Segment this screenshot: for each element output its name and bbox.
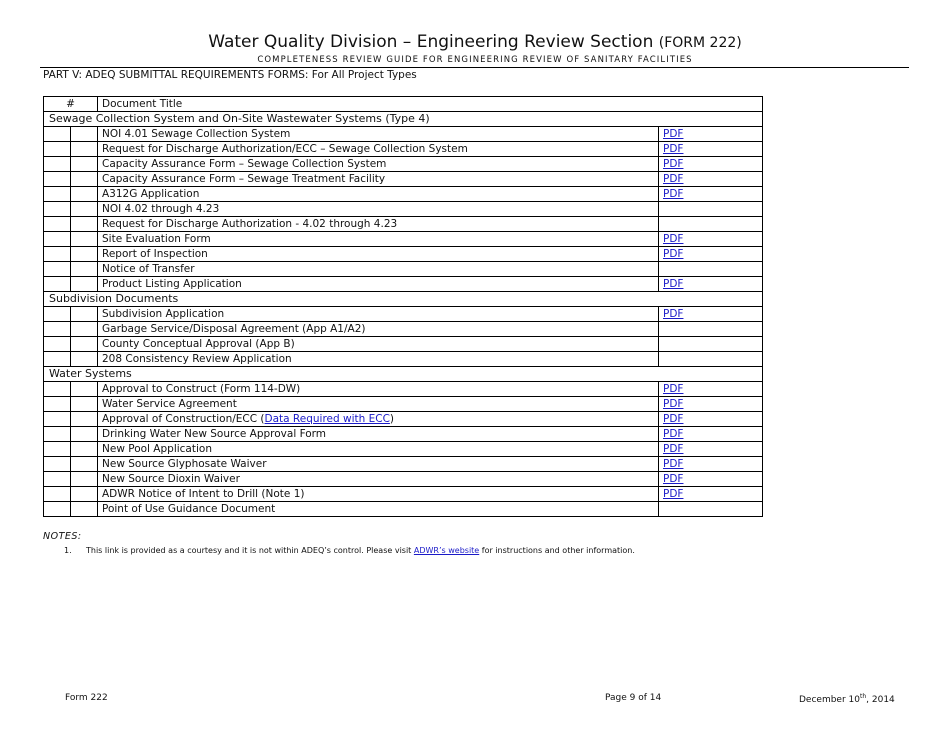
row-number-cell [44,157,71,172]
pdf-link[interactable]: PDF [663,143,684,155]
document-title-cell [98,307,659,322]
col-title-header: Document Title [98,97,763,112]
pdf-cell [659,157,763,172]
pdf-link[interactable]: PDF [663,278,684,290]
section-title: Water Systems [44,367,763,382]
pdf-cell [659,502,763,517]
document-title-cell [98,247,659,262]
document-title: Request for Discharge Authorization/ECC – Sewage Collection System [102,143,468,155]
pdf-cell [659,232,763,247]
note-text-after: for instructions and other information. [479,546,635,555]
document-title-cell: Approval of Construction/ECC (Data Required with ECC) [98,412,659,427]
row-number-cell [44,427,71,442]
table-row [44,322,763,337]
pdf-link[interactable]: PDF [663,308,684,320]
table-row [44,502,763,517]
document-title-cell [98,382,659,397]
row-number-cell [44,382,71,397]
pdf-cell [659,397,763,412]
row-subnumber-cell [71,337,98,352]
pdf-link[interactable]: PDF [663,413,684,425]
pdf-cell [659,487,763,502]
pdf-cell [659,427,763,442]
pdf-cell [659,202,763,217]
document-title: Request for Discharge Authorization - 4.02 through 4.23 [102,218,398,230]
pdf-cell [659,322,763,337]
row-number-cell [44,412,71,427]
row-subnumber-cell [71,427,98,442]
table-row [44,487,763,502]
document-title-cell [98,142,659,157]
document-title: Notice of Transfer [102,263,195,275]
table-row [44,472,763,487]
row-subnumber-cell [71,187,98,202]
row-number-cell [44,472,71,487]
footer-page-number: Page 9 of 14 [605,693,662,703]
row-subnumber-cell [71,457,98,472]
row-number-cell [44,322,71,337]
table-row [44,382,763,397]
row-subnumber-cell [71,232,98,247]
document-title: Approval of Construction/ECC [102,413,258,425]
row-number-cell [44,337,71,352]
row-number-cell [44,502,71,517]
row-subnumber-cell [71,487,98,502]
row-subnumber-cell [71,172,98,187]
pdf-link[interactable]: PDF [663,428,684,440]
document-title: Approval to Construct (Form 114-DW) [102,383,301,395]
pdf-link[interactable]: PDF [663,173,684,185]
document-title: NOI 4.01 Sewage Collection System [102,128,291,140]
pdf-cell [659,382,763,397]
row-subnumber-cell [71,262,98,277]
pdf-cell [659,337,763,352]
document-title-cell [98,202,659,217]
row-subnumber-cell [71,307,98,322]
row-subnumber-cell [71,277,98,292]
document-title-cell [98,187,659,202]
pdf-link[interactable]: PDF [663,248,684,260]
header-divider [40,67,909,68]
table-row [44,262,763,277]
table-row [44,412,763,427]
table-row [44,427,763,442]
table-row [44,442,763,457]
pdf-link[interactable]: PDF [663,443,684,455]
pdf-cell [659,352,763,367]
document-title: Garbage Service/Disposal Agreement (App A1/A2) [102,323,366,335]
row-subnumber-cell [71,157,98,172]
pdf-cell [659,442,763,457]
row-number-cell [44,187,71,202]
pdf-link[interactable]: PDF [663,128,684,140]
section-title: Subdivision Documents [44,292,763,307]
pdf-cell [659,172,763,187]
pdf-cell [659,142,763,157]
table-row [44,397,763,412]
forms-table [43,96,763,517]
document-title: Water Service Agreement [102,398,237,410]
document-title-cell [98,322,659,337]
section-header-row [44,112,763,127]
document-title: Product Listing Application [102,278,242,290]
document-title: County Conceptual Approval (App B) [102,338,295,350]
document-title: Subdivision Application [102,308,225,320]
row-number-cell [44,262,71,277]
row-subnumber-cell [71,127,98,142]
document-title: Report of Inspection [102,248,208,260]
document-title-cell [98,352,659,367]
section-header-row [44,292,763,307]
row-number-cell [44,232,71,247]
table-row [44,352,763,367]
table-row [44,127,763,142]
pdf-link[interactable]: PDF [663,233,684,245]
pdf-cell [659,247,763,262]
document-title: A312G Application [102,188,200,200]
pdf-link[interactable]: PDF [663,188,684,200]
document-title-cell [98,217,659,232]
row-number-cell [44,202,71,217]
row-number-cell [44,457,71,472]
document-title-cell [98,157,659,172]
table-row [44,232,763,247]
document-title-cell [98,232,659,247]
pdf-cell [659,412,763,427]
footer-date-prefix: December 10 [799,695,860,705]
table-row [44,307,763,322]
pdf-cell [659,217,763,232]
title-text: Water Quality Division – Engineering Review Section [208,32,654,52]
form-code: (FORM 222) [658,35,742,51]
row-number-cell [44,487,71,502]
document-title-cell [98,442,659,457]
document-title-cell [98,427,659,442]
note-number: 1. [64,546,72,555]
section-header-row [44,367,763,382]
section-title: Sewage Collection System and On-Site Wastewater Systems (Type 4) [44,112,763,127]
pdf-cell [659,472,763,487]
document-title: Drinking Water New Source Approval Form [102,428,327,440]
page-title [0,32,950,53]
page-subtitle: COMPLETENESS REVIEW GUIDE FOR ENGINEERING REVIEW OF SANITARY FACILITIES [257,55,693,65]
pdf-link[interactable]: PDF [663,488,684,500]
notes-heading: NOTES: [43,531,82,542]
table-row [44,247,763,262]
document-title-cell [98,262,659,277]
pdf-link[interactable]: PDF [663,158,684,170]
table-header-row [44,97,763,112]
row-subnumber-cell [71,217,98,232]
document-title-cell [98,472,659,487]
table-row [44,157,763,172]
footer-date-sup: th [859,693,867,700]
pdf-cell [659,457,763,472]
document-title-cell [98,502,659,517]
table-row [44,202,763,217]
row-subnumber-cell [71,247,98,262]
footer-date [799,693,895,705]
row-number-cell [44,277,71,292]
document-title-cell [98,487,659,502]
footer-form: Form 222 [65,693,108,703]
document-title: New Source Dioxin Waiver [102,473,240,485]
row-subnumber-cell [71,202,98,217]
document-title-cell [98,127,659,142]
row-subnumber-cell [71,412,98,427]
row-subnumber-cell [71,472,98,487]
row-subnumber-cell [71,502,98,517]
pdf-cell [659,127,763,142]
document-title: ADWR Notice of Intent to Drill (Note 1) [102,488,305,500]
row-subnumber-cell [71,142,98,157]
row-number-cell [44,217,71,232]
pdf-link[interactable]: PDF [663,383,684,395]
document-title-cell [98,457,659,472]
row-subnumber-cell [71,442,98,457]
table-row [44,277,763,292]
table-row [44,217,763,232]
pdf-link[interactable]: PDF [663,398,684,410]
document-title: New Pool Application [102,443,212,455]
row-subnumber-cell [71,397,98,412]
row-subnumber-cell [71,322,98,337]
document-title: Site Evaluation Form [102,233,211,245]
row-subnumber-cell [71,352,98,367]
row-number-cell [44,442,71,457]
row-subnumber-cell [71,382,98,397]
data-required-link[interactable]: Data Required with ECC [264,413,390,425]
adwr-website-link[interactable]: ADWR’s website [413,546,480,555]
document-title-cell [98,397,659,412]
note-text-before: This link is provided as a courtesy and it is not within ADEQ’s control. Please visit [86,546,414,555]
table-row [44,337,763,352]
col-number-header: # [44,97,98,112]
document-title-cell [98,172,659,187]
row-number-cell [44,142,71,157]
note-item [64,546,635,555]
document-title: Capacity Assurance Form – Sewage Treatment Facility [102,173,386,185]
footer-date-suffix: , 2014 [866,695,895,705]
pdf-cell [659,262,763,277]
pdf-cell [659,187,763,202]
document-title: Capacity Assurance Form – Sewage Collection System [102,158,387,170]
document-title: New Source Glyphosate Waiver [102,458,267,470]
row-number-cell [44,307,71,322]
document-title: 208 Consistency Review Application [102,353,292,365]
table-row [44,142,763,157]
row-number-cell [44,247,71,262]
forms-table-body [44,97,763,517]
pdf-link[interactable]: PDF [663,473,684,485]
pdf-cell [659,277,763,292]
row-number-cell [44,352,71,367]
row-number-cell [44,172,71,187]
row-number-cell [44,397,71,412]
table-row [44,172,763,187]
document-title: Point of Use Guidance Document [102,503,276,515]
pdf-cell [659,307,763,322]
document-title-cell [98,277,659,292]
document-title: NOI 4.02 through 4.23 [102,203,220,215]
row-number-cell [44,127,71,142]
pdf-link[interactable]: PDF [663,458,684,470]
document-title-cell [98,337,659,352]
part-heading: PART V: ADEQ SUBMITTAL REQUIREMENTS FORMS: For All Project Types [43,69,417,81]
table-row [44,187,763,202]
table-row [44,457,763,472]
